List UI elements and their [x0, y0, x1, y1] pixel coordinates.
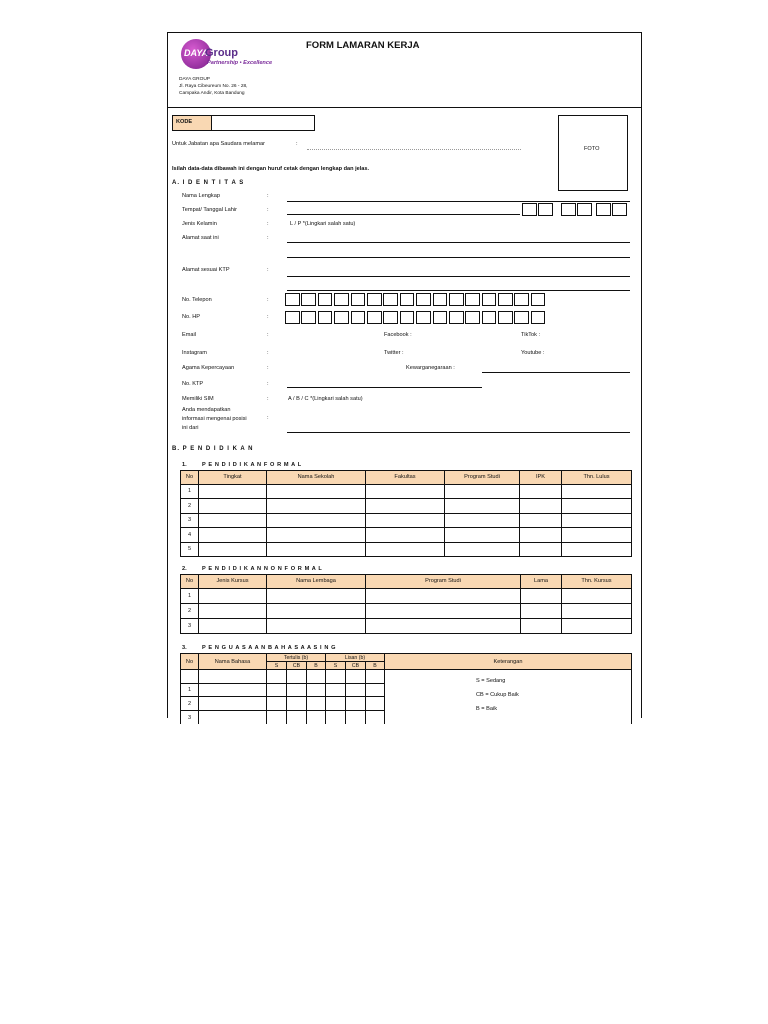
table-cell[interactable] [346, 711, 366, 725]
row-number: 3 [181, 513, 199, 528]
bahasa-header-nama: Nama Bahasa [199, 654, 267, 670]
bahasa-header-lisan: Lisan (b) [326, 654, 385, 662]
non-formal-header-nama-lembaga: Nama Lembaga [267, 575, 366, 589]
info-field[interactable] [287, 432, 630, 433]
table-cell[interactable] [366, 618, 521, 633]
table-cell[interactable] [326, 697, 346, 711]
table-cell[interactable] [445, 484, 520, 499]
table-cell[interactable] [366, 528, 445, 543]
table-row [181, 484, 632, 499]
table-cell[interactable] [562, 528, 632, 543]
nama-colon: : [267, 193, 269, 199]
table-row [181, 603, 632, 618]
ktp-colon: : [267, 381, 269, 387]
table-cell[interactable] [307, 683, 326, 697]
table-cell[interactable] [562, 588, 632, 603]
company-address-1: Jl. Raya Cibeureum No. 26 - 28, [179, 84, 248, 89]
table-cell[interactable] [366, 711, 385, 725]
row-number: 2 [181, 603, 199, 618]
bahasa-header-no: No [181, 654, 199, 670]
bahasa-title: P E N G U A S A A N B A H A S A A S I N G [202, 645, 337, 651]
email-colon: : [267, 332, 269, 338]
table-cell[interactable] [267, 618, 366, 633]
table-cell[interactable] [562, 542, 632, 557]
language-table [180, 653, 632, 724]
jabatan-colon: : [296, 141, 298, 147]
table-cell[interactable] [562, 499, 632, 514]
tertulis-cb: CB [287, 662, 307, 670]
sim-options[interactable]: A / B / C *(Lingkari salah satu) [288, 396, 363, 402]
ttl-label: Tempat/ Tanggal Lahir [182, 207, 237, 213]
formal-header-tingkat: Tingkat [199, 471, 267, 485]
table-cell[interactable] [520, 484, 562, 499]
non-formal-header-no: No [181, 575, 199, 589]
formal-header-no: No [181, 471, 199, 485]
non-formal-header-program-studi: Program Studi [366, 575, 521, 589]
nama-field[interactable] [287, 201, 630, 202]
table-cell[interactable] [199, 683, 267, 697]
table-cell[interactable] [520, 513, 562, 528]
nama-label: Nama Lengkap [182, 193, 220, 199]
table-cell[interactable] [520, 528, 562, 543]
table-row [181, 528, 632, 543]
bahasa-header-keterangan: Keterangan [385, 654, 632, 670]
alamat-field-1[interactable] [287, 242, 630, 243]
bahasa-num: 3. [182, 645, 187, 651]
table-cell[interactable] [520, 542, 562, 557]
table-cell[interactable] [267, 499, 366, 514]
jabatan-field[interactable] [307, 149, 521, 150]
table-row [181, 513, 632, 528]
legend-cukup-baik: CB = Cukup Baik [476, 692, 519, 698]
pendidikan-heading: B. P E N D I D I K A N [172, 446, 254, 452]
jk-colon: : [267, 221, 269, 227]
agama-label: Agama Kepercayaan [182, 365, 235, 371]
table-cell[interactable] [267, 603, 366, 618]
formal-header-nama-sekolah: Nama Sekolah [267, 471, 366, 485]
header-divider [168, 107, 641, 108]
ttl-colon: : [267, 207, 269, 213]
info-label-2: informasi mengenai posisi [182, 416, 247, 422]
row-number: 5 [181, 542, 199, 557]
logo-tagline: Partnership • Excellence [207, 60, 273, 66]
telepon-digit-boxes[interactable] [285, 293, 547, 306]
table-cell[interactable] [346, 697, 366, 711]
table-cell[interactable] [267, 513, 366, 528]
table-cell[interactable] [520, 499, 562, 514]
table-row [181, 542, 632, 557]
table-cell[interactable] [199, 484, 267, 499]
alamat-ktp-colon: : [267, 267, 269, 273]
info-label-3: ini dari [182, 425, 199, 431]
logo-word: Group [205, 47, 238, 59]
telepon-colon: : [267, 297, 269, 303]
youtube-label: Youtube : [521, 350, 545, 356]
hp-label: No. HP [182, 314, 201, 320]
formal-header-thn-lulus: Thn. Lulus [562, 471, 632, 485]
table-cell[interactable] [287, 711, 307, 725]
non-formal-header-thn-kursus: Thn. Kursus [562, 575, 632, 589]
agama-colon: : [267, 365, 269, 371]
instagram-colon: : [267, 350, 269, 356]
lisan-b: B [366, 662, 385, 670]
row-number: 1 [181, 683, 199, 697]
table-cell[interactable] [199, 513, 267, 528]
table-cell[interactable] [346, 683, 366, 697]
company-name: DAYA GROUP [179, 77, 211, 82]
legend-baik: B = Baik [476, 706, 497, 712]
alamat-colon: : [267, 235, 269, 241]
table-cell[interactable] [199, 588, 267, 603]
formal-title: P E N D I D I K A N F O R M A L [202, 462, 302, 468]
table-cell[interactable] [326, 711, 346, 725]
ktp-field[interactable] [287, 387, 482, 388]
company-address-2: Campaka Andir, Kota Bandung [179, 91, 245, 96]
logo-mark: DAYA [184, 48, 209, 58]
non-formal-education-table [180, 574, 632, 634]
non-formal-header-lama: Lama [521, 575, 562, 589]
form-title: FORM LAMARAN KERJA [306, 40, 420, 51]
keterangan-cell [385, 670, 632, 725]
table-row [181, 588, 632, 603]
ttl-date-day[interactable] [522, 203, 555, 216]
table-cell[interactable] [562, 618, 632, 633]
table-cell[interactable] [445, 499, 520, 514]
table-cell[interactable] [366, 484, 445, 499]
row-number: 1 [181, 588, 199, 603]
table-cell[interactable] [445, 513, 520, 528]
form-page [167, 32, 642, 721]
alamat-ktp-field-1[interactable] [287, 276, 630, 277]
table-cell[interactable] [521, 588, 562, 603]
alamat-label: Alamat saat ini [182, 235, 219, 241]
ttl-place-field[interactable] [287, 214, 520, 215]
ttl-date-month[interactable] [561, 203, 594, 216]
jabatan-label: Untuk Jabatan apa Saudara melamar [172, 141, 265, 147]
table-cell[interactable] [267, 588, 366, 603]
sim-label: Memiliki SIM [182, 396, 214, 402]
non-formal-num: 2. [182, 566, 187, 572]
table-cell[interactable] [267, 683, 287, 697]
table-cell[interactable] [199, 528, 267, 543]
instruction-text: Isilah data-data dibawah ini dengan huruf cetak dengan lengkap dan jelas. [172, 166, 370, 172]
table-cell[interactable] [366, 697, 385, 711]
facebook-label: Facebook : [384, 332, 412, 338]
table-cell[interactable] [307, 697, 326, 711]
table-cell[interactable] [199, 618, 267, 633]
formal-header-ipk: IPK [520, 471, 562, 485]
lisan-s: S [326, 662, 346, 670]
non-formal-header-jenis-kursus: Jenis Kursus [199, 575, 267, 589]
table-row [181, 618, 632, 633]
tiktok-label: TikTok : [521, 332, 541, 338]
table-row [181, 499, 632, 514]
table-cell[interactable] [366, 603, 521, 618]
table-cell[interactable] [267, 697, 287, 711]
instagram-label: Instagram [182, 350, 207, 356]
alamat-field-2[interactable] [287, 257, 630, 258]
table-cell[interactable] [287, 683, 307, 697]
alamat-ktp-field-2[interactable] [287, 290, 630, 291]
legend-sedang: S = Sedang [476, 678, 506, 684]
table-cell[interactable] [562, 513, 632, 528]
table-cell[interactable] [307, 711, 326, 725]
jk-options[interactable]: L / P *(Lingkari salah satu) [290, 221, 356, 227]
kewarganegaraan-label: Kewarganegaraan : [406, 365, 455, 371]
info-colon: : [267, 415, 269, 421]
table-cell[interactable] [521, 603, 562, 618]
kode-label: KODE [172, 115, 212, 131]
table-cell[interactable] [326, 683, 346, 697]
hp-digit-boxes[interactable] [285, 311, 547, 324]
row-number: 3 [181, 711, 199, 725]
table-cell[interactable] [267, 528, 366, 543]
table-cell[interactable] [199, 603, 267, 618]
table-cell[interactable] [366, 499, 445, 514]
telepon-label: No. Telepon [182, 297, 212, 303]
table-row [181, 670, 632, 684]
email-label: Email [182, 332, 196, 338]
table-cell[interactable] [267, 542, 366, 557]
formal-num: 1. [182, 462, 187, 468]
table-cell[interactable] [199, 499, 267, 514]
formal-header-fakultas: Fakultas [366, 471, 445, 485]
table-cell[interactable] [366, 542, 445, 557]
jk-label: Jenis Kelamin [182, 221, 217, 227]
table-cell[interactable] [267, 484, 366, 499]
hp-colon: : [267, 314, 269, 320]
row-number: 3 [181, 618, 199, 633]
row-number: 2 [181, 499, 199, 514]
sim-colon: : [267, 396, 269, 402]
ktp-label: No. KTP [182, 381, 204, 387]
row-number: 2 [181, 697, 199, 711]
formal-header-program-studi: Program Studi [445, 471, 520, 485]
bahasa-header-tertulis: Tertulis (b) [267, 654, 326, 662]
row-number: 4 [181, 528, 199, 543]
row-number: 1 [181, 484, 199, 499]
table-cell[interactable] [445, 542, 520, 557]
non-formal-title: P E N D I D I K A N N O N F O R M A L [202, 566, 323, 572]
identitas-heading: A. I D E N T I T A S [172, 180, 245, 186]
table-cell[interactable] [199, 711, 267, 725]
alamat-ktp-label: Alamat sesuai KTP [182, 267, 230, 273]
table-cell[interactable] [562, 603, 632, 618]
formal-education-table [180, 470, 632, 557]
tertulis-b: B [307, 662, 326, 670]
foto-label: FOTO [584, 146, 600, 152]
table-cell[interactable] [366, 513, 445, 528]
table-cell[interactable] [287, 697, 307, 711]
table-cell[interactable] [366, 588, 521, 603]
table-cell[interactable] [521, 618, 562, 633]
table-cell[interactable] [267, 711, 287, 725]
foto-box[interactable] [558, 115, 628, 191]
table-cell[interactable] [199, 542, 267, 557]
tertulis-s: S [267, 662, 287, 670]
ttl-date-year[interactable] [596, 203, 629, 216]
table-cell[interactable] [562, 484, 632, 499]
twitter-label: Twitter : [384, 350, 404, 356]
kewarganegaraan-field[interactable] [482, 372, 630, 373]
table-cell[interactable] [445, 528, 520, 543]
info-label-1: Anda mendapatkan [182, 407, 231, 413]
table-cell[interactable] [366, 683, 385, 697]
lisan-cb: CB [346, 662, 366, 670]
table-cell[interactable] [199, 697, 267, 711]
